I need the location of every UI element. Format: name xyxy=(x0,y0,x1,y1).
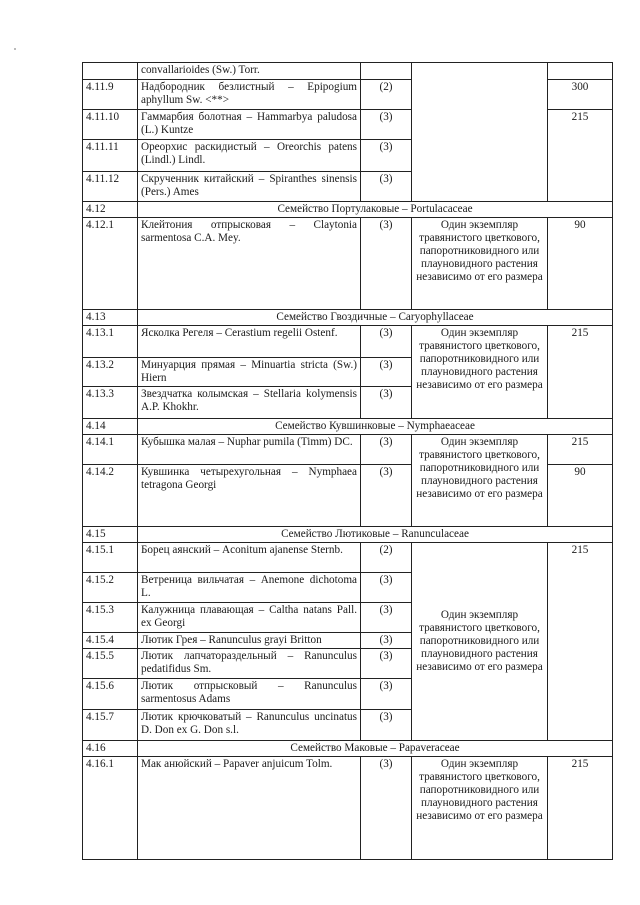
category-cell: (3) xyxy=(361,633,412,649)
table-row xyxy=(83,757,613,860)
row-number: 4.11.9 xyxy=(83,80,138,110)
row-number: 4.16.1 xyxy=(83,757,138,860)
row-number: 4.14 xyxy=(83,419,138,435)
family-row xyxy=(83,310,613,326)
scan-speck xyxy=(14,48,16,50)
row-number xyxy=(83,63,138,80)
species-name: Звездчатка колымская – Stellaria kolymensis A.P. Khokhr. xyxy=(138,387,361,419)
category-cell: (3) xyxy=(361,603,412,633)
family-row xyxy=(83,741,613,757)
price-cell: 215 xyxy=(548,757,613,860)
price-cell: 215 xyxy=(548,543,613,741)
category-cell: (3) xyxy=(361,435,412,465)
row-number: 4.14.2 xyxy=(83,465,138,527)
category-cell xyxy=(361,63,412,80)
category-cell: (3) xyxy=(361,110,412,140)
row-number: 4.15.5 xyxy=(83,649,138,679)
price-cell: 215 xyxy=(548,110,613,202)
description-cell: Один экземпляр травянистого цветкового, папоротниковидного или плауновидного растения независимо от его размера xyxy=(412,757,548,860)
table-row xyxy=(83,218,613,310)
family-title: Семейство Маковые – Papaveraceae xyxy=(138,741,613,757)
row-number: 4.12.1 xyxy=(83,218,138,310)
family-title: Семейство Лютиковые – Ranunculaceae xyxy=(138,527,613,543)
row-number: 4.13.3 xyxy=(83,387,138,419)
table-row xyxy=(83,543,613,573)
species-name: Ореорхис раскидистый – Oreorchis patens (Lindl.) Lindl. xyxy=(138,140,361,172)
description-cell xyxy=(412,63,548,202)
row-number: 4.12 xyxy=(83,202,138,218)
family-title: Семейство Гвоздичные – Caryophyllaceae xyxy=(138,310,613,326)
table-row xyxy=(83,435,613,465)
row-number: 4.13.2 xyxy=(83,358,138,387)
price-cell: 215 xyxy=(548,435,613,465)
species-name: Минуарция прямая – Minuartia stricta (Sw.) Hiern xyxy=(138,358,361,387)
row-number: 4.15.2 xyxy=(83,573,138,603)
species-name: Лютик Грея – Ranunculus grayi Britton xyxy=(138,633,361,649)
row-number: 4.11.11 xyxy=(83,140,138,172)
description-cell: Один экземпляр травянистого цветкового, папоротниковидного или плауновидного растения независимо от его размера xyxy=(412,326,548,419)
row-number: 4.15.3 xyxy=(83,603,138,633)
description-cell: Один экземпляр травянистого цветкового, папоротниковидного или плауновидного растения независимо от его размера xyxy=(412,435,548,527)
species-name: Скрученник китайский – Spiranthes sinensis (Pers.) Ames xyxy=(138,172,361,202)
family-row xyxy=(83,202,613,218)
row-number: 4.15.7 xyxy=(83,710,138,741)
species-name: Гаммарбия болотная – Hammarbya paludosa (L.) Kuntze xyxy=(138,110,361,140)
species-name: Лютик отпрысковый – Ranunculus sarmentosus Adams xyxy=(138,679,361,710)
row-number: 4.11.12 xyxy=(83,172,138,202)
category-cell: (3) xyxy=(361,387,412,419)
family-row xyxy=(83,527,613,543)
price-cell: 90 xyxy=(548,218,613,310)
category-cell: (3) xyxy=(361,465,412,527)
category-cell: (3) xyxy=(361,679,412,710)
category-cell: (3) xyxy=(361,757,412,860)
price-cell: 300 xyxy=(548,80,613,110)
category-cell: (3) xyxy=(361,649,412,679)
row-number: 4.15.4 xyxy=(83,633,138,649)
species-name: Калужница плавающая – Caltha natans Pall. ex Georgi xyxy=(138,603,361,633)
category-cell: (3) xyxy=(361,140,412,172)
family-title: Семейство Портулаковые – Portulacaceae xyxy=(138,202,613,218)
species-name: Кубышка малая – Nuphar pumila (Timm) DC. xyxy=(138,435,361,465)
row-number: 4.14.1 xyxy=(83,435,138,465)
species-name: Ветреница вильчатая – Anemone dichotoma L. xyxy=(138,573,361,603)
species-name: Борец аянский – Aconitum ajanense Sternb. xyxy=(138,543,361,573)
table-row xyxy=(83,63,613,80)
family-row xyxy=(83,419,613,435)
row-number: 4.16 xyxy=(83,741,138,757)
species-name: convallarioides (Sw.) Torr. xyxy=(138,63,361,80)
species-name: Мак анюйский – Papaver anjuicum Tolm. xyxy=(138,757,361,860)
family-title: Семейство Кувшинковые – Nymphaeaceae xyxy=(138,419,613,435)
price-cell xyxy=(548,63,613,80)
row-number: 4.11.10 xyxy=(83,110,138,140)
category-cell: (3) xyxy=(361,172,412,202)
description-cell: Один экземпляр травянистого цветкового, папоротниковидного или плауновидного растения независимо от его размера xyxy=(412,218,548,310)
row-number: 4.13.1 xyxy=(83,326,138,358)
table-row xyxy=(83,326,613,358)
row-number: 4.13 xyxy=(83,310,138,326)
price-cell: 215 xyxy=(548,326,613,419)
category-cell: (3) xyxy=(361,573,412,603)
category-cell: (3) xyxy=(361,358,412,387)
description-cell: Один экземпляр травянистого цветкового, папоротниковидного или плауновидного растения независимо от его размера xyxy=(412,543,548,741)
category-cell: (2) xyxy=(361,80,412,110)
category-cell: (3) xyxy=(361,218,412,310)
species-name: Ясколка Регеля – Cerastium regelii Ostenf. xyxy=(138,326,361,358)
category-cell: (2) xyxy=(361,543,412,573)
row-number: 4.15.6 xyxy=(83,679,138,710)
species-name: Лютик лапчатораздельный – Ranunculus pedatifidus Sm. xyxy=(138,649,361,679)
row-number: 4.15.1 xyxy=(83,543,138,573)
species-name: Кувшинка четырехугольная – Nymphaea tetragona Georgi xyxy=(138,465,361,527)
species-name: Клейтония отпрысковая – Claytonia sarmentosa C.A. Mey. xyxy=(138,218,361,310)
species-table xyxy=(82,62,613,860)
species-name: Надбородник безлистный – Epipogium aphyllum Sw. <**> xyxy=(138,80,361,110)
price-cell: 90 xyxy=(548,465,613,527)
category-cell: (3) xyxy=(361,326,412,358)
row-number: 4.15 xyxy=(83,527,138,543)
category-cell: (3) xyxy=(361,710,412,741)
species-name: Лютик крючковатый – Ranunculus uncinatus D. Don ex G. Don s.l. xyxy=(138,710,361,741)
